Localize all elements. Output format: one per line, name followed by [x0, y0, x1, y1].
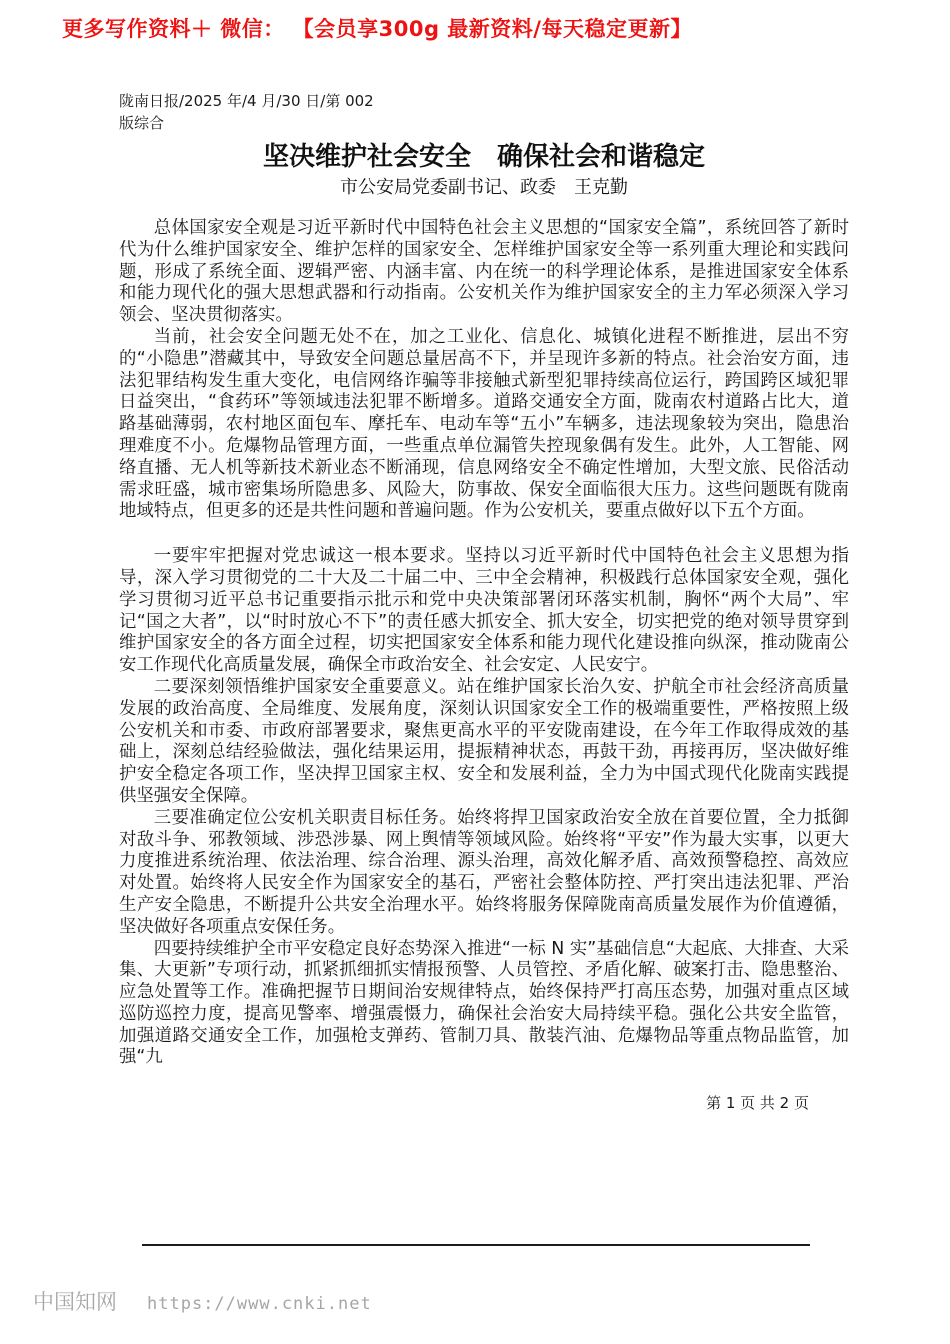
cnki-logo-text: 中国知网 [33, 1290, 117, 1314]
doc-source-header [119, 90, 849, 134]
article-title: 坚决维护社会安全 确保社会和谐稳定 [262, 142, 705, 172]
article-paragraph: 一要牢牢把握对党忠诚这一根本要求。坚持以习近平新时代中国特色社会主义思想为指导，深入学习贯彻党的二十大及二十届二中、三中全会精神，积极践行总体国家安全观，强化学习贯彻习近平总书记重要指示批示和党中央决策部署闭环落实机制，胸怀“两个大局”、牢记“国之大者”，以“时时放心不下”的责任感大抓安全、抓大安全，切实把党的绝对领导贯穿到维护国家安全的各方面全过程，切实把国家安全体系和能力现代化建设推向纵深，推动陇南公安工作现代化高质量发展，确保全市政治安全、社会安定、人民安宁。 [119, 546, 849, 676]
doc-source-line2: 版综合 [119, 114, 165, 132]
cnki-url-text: https://www.cnki.net [147, 1294, 372, 1314]
article-body [119, 218, 849, 1069]
promo-banner: 更多写作资料＋ 微信： 【会员享300g 最新资料/每天稳定更新】 [62, 17, 692, 41]
cnki-watermark [33, 1286, 372, 1316]
article-paragraph: 二要深刻领悟维护国家安全重要意义。站在维护国家长治久安、护航全市社会经济高质量发展的政治高度、全局维度、发展角度，深刻认识国家安全工作的极端重要性，严格按照上级公安机关和市委、市政府部署要求，聚焦更高水平的平安陇南建设，在今年工作取得成效的基础上，深刻总结经验做法，强化结果运用，提振精神状态，再鼓干劲，再接再厉，坚决做好维护安全稳定各项工作，坚决捍卫国家主权、安全和发展利益，全力为中国式现代化陇南实践提供坚强安全保障。 [119, 676, 849, 806]
document-page [119, 90, 849, 1069]
article-byline: 市公安局党委副书记、政委 王克勤 [340, 177, 628, 198]
article-paragraph: 四要持续维护全市平安稳定良好态势深入推进“一标 N 实”基础信息“大起底、大排查、大采集、大更新”专项行动，抓紧抓细抓实情报预警、人员管控、矛盾化解、破案打击、隐患整治、应急处置等工作。准确把握节日期间治安规律特点，始终保持严打高压态势，加强对重点区域巡防巡控力度，提高见警率、增强震慑力，确保社会治安大局持续平稳。强化公共安全监管，加强道路交通安全工作，加强枪支弹药、管制刀具、散装汽油、危爆物品等重点物品监管，加强“九 [119, 938, 849, 1068]
article-paragraph: 三要准确定位公安机关职责目标任务。始终将捍卫国家政治安全放在首要位置，全力抵御对敌斗争、邪教领域、涉恐涉暴、网上舆情等领域风险。始终将“平安”作为最大实事，以更大力度推进系统治理、依法治理、综合治理、源头治理，高效化解矛盾、高效预警稳控、高效应对处置。始终将人民安全作为国家安全的基石，严密社会整体防控、严打突出违法犯罪、严治生产安全隐患，不断提升公共安全治理水平。始终将服务保障陇南高质量发展作为价值遵循，坚决做好各项重点安保任务。 [119, 807, 849, 937]
article-paragraph: 当前，社会安全问题无处不在，加之工业化、信息化、城镇化进程不断推进，层出不穷的“小隐患”潜藏其中，导致安全问题总量居高不下，并呈现许多新的特点。社会治安方面，违法犯罪结构发生重大变化，电信网络诈骗等非接触式新型犯罪持续高位运行，跨国跨区域犯罪日益突出，“食药环”等领域违法犯罪不断增多。道路交通安全方面，陇南农村道路占比大，道路基础薄弱，农村地区面包车、摩托车、电动车等“五小”车辆多，违法现象较为突出，隐患治理难度不小。危爆物品管理方面，一些重点单位漏管失控现象偶有发生。此外，人工智能、网络直播、无人机等新技术新业态不断涌现，信息网络安全不确定性增加，大型文旅、民俗活动需求旺盛，城市密集场所隐患多、风险大，防事故、保安全面临很大压力。这些问题既有陇南地域特点，但更多的还是共性问题和普遍问题。作为公安机关，要重点做好以下五个方面。 [119, 326, 849, 522]
footer-divider-rule [142, 1244, 810, 1246]
page-indicator: 第 1 页 共 2 页 [706, 1094, 809, 1112]
doc-source-line1: 陇南日报/2025 年/4 月/30 日/第 002 [119, 92, 374, 110]
article-paragraph: 总体国家安全观是习近平新时代中国特色社会主义思想的“国家安全篇”，系统回答了新时代为什么维护国家安全、维护怎样的国家安全、怎样维护国家安全等一系列重大理论和实践问题，形成了系统全面、逻辑严密、内涵丰富、内在统一的科学理论体系，是推进国家安全体系和能力现代化的强大思想武器和行动指南。公安机关作为维护国家安全的主力军必须深入学习领会、坚决贯彻落实。 [119, 218, 849, 326]
